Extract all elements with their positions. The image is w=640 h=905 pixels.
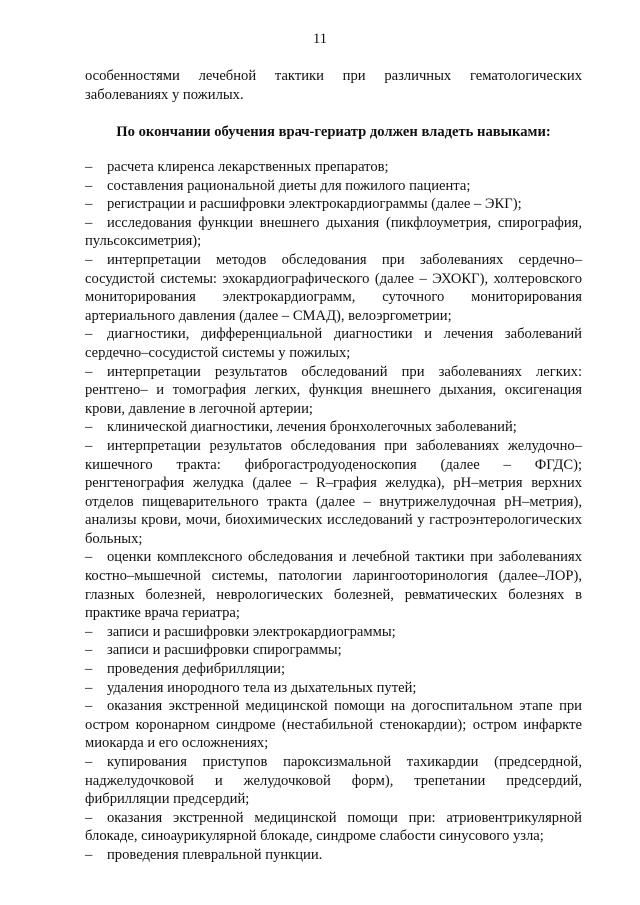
dash-marker: – [85, 196, 93, 213]
page-number: 11 [313, 31, 327, 47]
dash-marker: – [85, 159, 93, 175]
list-item [85, 177, 582, 196]
dash-marker: – [85, 698, 93, 715]
list-item-text: расчета клиренса лекарственных препаратов; [107, 159, 389, 175]
list-item-text: регистрации и расшифровки электрокардиограммы (далее – ЭКГ); [107, 196, 522, 213]
dash-marker: – [85, 251, 93, 268]
list-item-text: составления рациональной диеты для пожилого пациента; [107, 177, 471, 194]
list-item [85, 623, 582, 642]
list-item-text: записи и расшифровки спирограммы; [107, 642, 342, 659]
list-item-text: записи и расшифровки электрокардиограммы; [107, 623, 396, 640]
list-item-text: интерпретации методов обследования при заболеваниях сердечно–сосудистой системы: эхокардиографического (далее – ЭХОКГ), холтеровского мониторирования электрокардиограмм, суточного мониторирования артериального давления (далее – СМАД), велоэргометрии; [85, 251, 582, 324]
list-item [85, 214, 582, 251]
list-item [85, 418, 582, 437]
list-item [85, 437, 582, 549]
list-item-text: интерпретации результатов обследований при заболеваниях легких: рентгено– и томография легких, функция внешнего дыхания, оксигенация крови, давление в легочной артерии; [85, 363, 582, 417]
dash-marker: – [85, 809, 93, 826]
section-heading: По окончании обучения врач-гериатр должен владеть навыками: [116, 124, 551, 140]
skills-list [85, 158, 582, 865]
dash-marker: – [85, 326, 93, 343]
list-item-text: оказания экстренной медицинской помощи на догоспитальном этапе при остром коронарном синдроме (нестабильной стенокардии); остром инфаркте миокарда и его осложнениях; [85, 698, 582, 752]
dash-marker: – [85, 419, 93, 436]
list-item [85, 660, 582, 679]
list-item-text: исследования функции внешнего дыхания (пикфлоуметрия, спирография, пульсоксиметрия); [85, 214, 582, 250]
list-item [85, 363, 582, 419]
list-item [85, 846, 582, 865]
list-item-text: проведения дефибрилляции; [107, 661, 286, 678]
list-item-text: диагностики, дифференциальной диагностики и лечения заболеваний сердечно–сосудистой системы у пожилых; [85, 326, 582, 361]
dash-marker: – [85, 363, 93, 380]
list-item [85, 641, 582, 660]
intro-paragraph: особенностями лечебной тактики при различных гематологических заболеваниях у пожилых. [85, 68, 582, 103]
list-item-text: интерпретации результатов обследования при заболеваниях желудочно–кишечного тракта: фиброгастродуоденоскопия (далее – ФГДС); ренгтенография желудка (далее – R–графия желудка), pH–метрия верхних отделов пищеварительного тракта (далее – внутрижелудочная pH–метрия), анализы крови, мочи, биохимических исследований у гастроэнтерологических больных; [85, 437, 582, 547]
list-item-text: клинической диагностики, лечения бронхолегочных заболеваний; [107, 419, 517, 436]
dash-marker: – [85, 679, 93, 696]
list-item [85, 753, 582, 809]
list-item [85, 195, 582, 214]
dash-marker: – [85, 661, 93, 678]
dash-marker: – [85, 754, 93, 770]
list-item [85, 679, 582, 698]
dash-marker: – [85, 549, 93, 566]
list-item-text: проведения плевральной пункции. [107, 846, 323, 863]
dash-marker: – [85, 214, 93, 231]
dash-marker: – [85, 623, 93, 640]
list-item [85, 251, 582, 325]
list-item-text: оказания экстренной медицинской помощи при: атриовентрикулярной блокаде, синоаурикулярной блокаде, синдроме слабости синусового узла; [85, 809, 582, 845]
dash-marker: – [85, 437, 93, 454]
list-item [85, 809, 582, 846]
list-item-text: удаления инородного тела из дыхательных путей; [107, 679, 417, 696]
list-item [85, 325, 582, 362]
list-item [85, 697, 582, 753]
list-item [85, 548, 582, 622]
dash-marker: – [85, 642, 93, 659]
dash-marker: – [85, 846, 93, 863]
dash-marker: – [85, 177, 93, 194]
list-item-text: купирования приступов пароксизмальной тахикардии (предсердной, наджелудочковой и желудочковой форм), трепетании предсердий, фибрилляции предсердий; [85, 754, 582, 808]
list-item-text: оценки комплексного обследования и лечебной тактики при заболеваниях костно–мышечной системы, патологии ларингооторинология (далее–ЛОР), глазных болезней, неврологических болезней, ревматических болезнях в практике врача гериатра; [85, 549, 582, 622]
list-item [85, 158, 582, 177]
